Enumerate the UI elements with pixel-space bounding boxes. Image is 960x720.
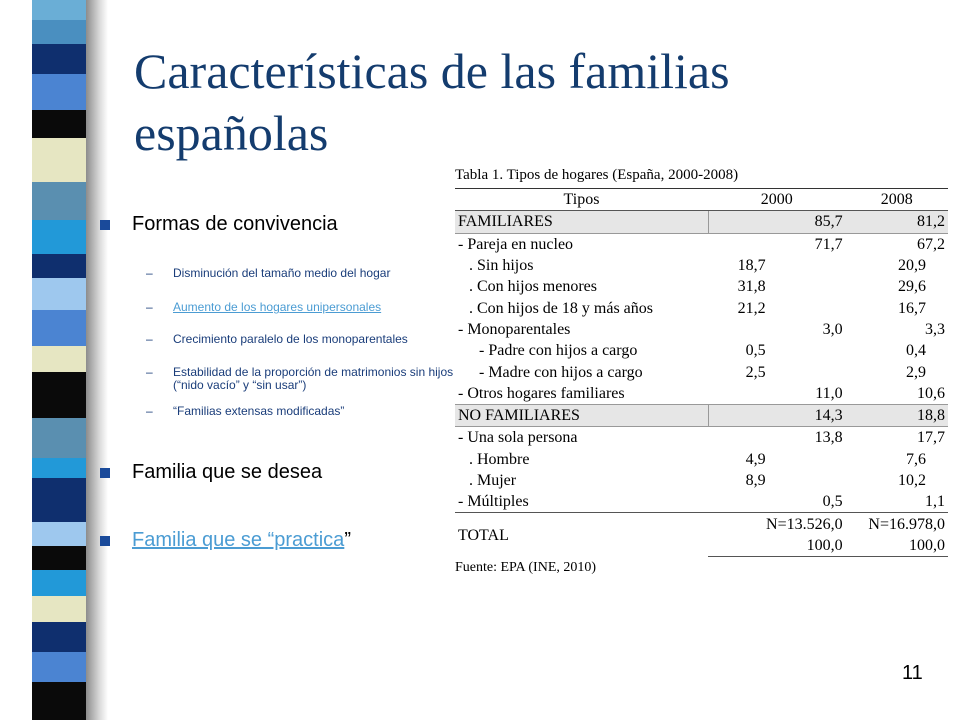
table-row — [455, 361, 948, 382]
value-2000: 13,8 — [814, 429, 843, 447]
value-2008: 3,3 — [925, 320, 945, 338]
row-label: - Padre con hijos a cargo — [479, 342, 638, 360]
value-2008: 10,6 — [917, 384, 945, 402]
table-row — [455, 449, 948, 470]
value-2000: 18,7 — [737, 257, 766, 275]
value-2000: 4,9 — [745, 450, 766, 468]
table-row — [455, 383, 948, 405]
subitem-label: “Familias extensas modificadas” — [173, 404, 345, 418]
stripe-block — [32, 622, 86, 652]
table-row — [455, 340, 948, 361]
header-tipos: Tipos — [455, 189, 708, 211]
subitem-label: Disminución del tamaño medio del hogar — [173, 266, 391, 280]
stripe-block — [32, 570, 86, 596]
row-label: FAMILIARES — [455, 211, 708, 233]
value-2000: 14,3 — [708, 404, 846, 426]
row-label: . Sin hijos — [469, 257, 534, 275]
value-2000: 31,8 — [737, 278, 766, 296]
row-label: . Con hijos de 18 y más años — [469, 299, 653, 317]
dash-marker: – — [146, 365, 153, 379]
row-label: - Una sola persona — [458, 429, 578, 447]
value-2008: 29,6 — [898, 278, 926, 296]
table-row — [455, 276, 948, 297]
value-2008: 16,7 — [898, 299, 926, 317]
table-total-row — [455, 513, 948, 535]
bullet-label: Familia que se desea — [132, 461, 323, 483]
dash-marker: – — [146, 300, 153, 314]
value-2008: 0,4 — [906, 342, 926, 360]
row-label: . Hombre — [469, 450, 530, 468]
stripe-block — [32, 254, 86, 278]
stripe-block — [32, 458, 86, 478]
row-label: - Madre con hijos a cargo — [479, 363, 643, 381]
table-row — [455, 319, 948, 340]
value-2000: 2,5 — [745, 363, 766, 381]
subitem-link-hogares-unipersonales[interactable]: Aumento de los hogares unipersonales — [173, 300, 382, 314]
value-2008: 81,2 — [846, 211, 948, 233]
square-bullet-icon — [100, 468, 110, 478]
stripe-block — [32, 682, 86, 720]
stripe-block — [32, 220, 86, 254]
stripe-block — [32, 20, 86, 44]
value-2008: 7,6 — [906, 450, 926, 468]
stripe-block — [32, 522, 86, 546]
stripe-block — [32, 110, 86, 138]
value-2000: 71,7 — [814, 235, 843, 253]
row-label: . Con hijos menores — [469, 278, 597, 296]
table-row — [455, 404, 948, 426]
decorative-stripe — [0, 0, 110, 720]
stripe-block — [32, 596, 86, 622]
stripe-rail — [0, 0, 32, 720]
stripe-block — [32, 44, 86, 74]
stripe-block — [32, 74, 86, 110]
value-2000: 3,0 — [822, 320, 843, 338]
row-label: - Monoparentales — [458, 320, 571, 338]
closing-quote: ” — [344, 529, 351, 551]
square-bullet-icon — [100, 220, 110, 230]
total-percent-2008: 100,0 — [846, 535, 948, 557]
row-label: - Otros hogares familiares — [458, 384, 625, 402]
value-2000: 0,5 — [745, 342, 766, 360]
table-source: Fuente: EPA (INE, 2010) — [455, 560, 597, 576]
dash-marker: – — [146, 404, 153, 418]
total-n-2008: N=16.978,0 — [846, 513, 948, 535]
stripe-block — [32, 372, 86, 418]
value-2008: 20,9 — [898, 257, 926, 275]
bullet-label: Formas de convivencia — [132, 213, 338, 235]
stripe-block — [32, 478, 86, 522]
table-row — [455, 427, 948, 449]
total-n-2000: N=13.526,0 — [708, 513, 846, 535]
row-label: - Múltiples — [458, 493, 529, 511]
table-header-row — [455, 189, 948, 211]
subitem-label: Crecimiento paralelo de los monoparentales — [173, 332, 408, 346]
table-row — [455, 470, 948, 491]
dash-marker: – — [146, 266, 153, 280]
value-2000: 8,9 — [745, 472, 766, 489]
stripe-shadow — [86, 0, 108, 720]
row-label: . Mujer — [469, 472, 517, 489]
stripe-block — [32, 418, 86, 458]
stripe-block — [32, 652, 86, 682]
header-2008: 2008 — [846, 189, 948, 211]
value-2000: 21,2 — [737, 299, 766, 317]
row-label: - Pareja en nucleo — [458, 235, 574, 253]
value-2008: 17,7 — [917, 429, 945, 447]
table-row — [455, 255, 948, 276]
header-2000: 2000 — [708, 189, 846, 211]
stripe-block — [32, 310, 86, 346]
table-row — [455, 211, 948, 233]
value-2008: 67,2 — [917, 235, 945, 253]
stripe-block — [32, 138, 86, 182]
stripe-block — [32, 0, 86, 20]
slide-title: Características de las familias españolas — [134, 43, 730, 161]
value-2008: 2,9 — [906, 363, 926, 381]
stripe-block — [32, 182, 86, 220]
table-row — [455, 233, 948, 255]
stripe-block — [32, 546, 86, 570]
stripe-block — [32, 346, 86, 372]
subitem-label: Estabilidad de la proporción de matrimonios sin hijos (“nido vacío” y “sin usar”) — [173, 365, 454, 392]
dash-marker: – — [146, 332, 153, 346]
stripe-block — [32, 278, 86, 310]
total-percent-2000: 100,0 — [708, 535, 846, 557]
page-number: 11 — [902, 662, 923, 684]
household-types-table — [455, 162, 948, 576]
value-2008: 18,8 — [846, 404, 948, 426]
total-label: TOTAL — [455, 513, 708, 557]
table-row — [455, 491, 948, 513]
value-2008: 1,1 — [925, 493, 945, 511]
familia-practica-link[interactable]: Familia que se “practica — [132, 529, 345, 551]
table-title: Tabla 1. Tipos de hogares (España, 2000-2008) — [455, 162, 948, 189]
value-2008: 10,2 — [898, 472, 926, 489]
row-label: NO FAMILIARES — [455, 404, 708, 426]
data-table — [455, 189, 948, 557]
bullet-label — [132, 529, 351, 552]
value-2000: 0,5 — [822, 493, 843, 511]
value-2000: 11,0 — [815, 384, 843, 402]
square-bullet-icon — [100, 536, 110, 546]
table-row — [455, 297, 948, 318]
value-2000: 85,7 — [708, 211, 846, 233]
